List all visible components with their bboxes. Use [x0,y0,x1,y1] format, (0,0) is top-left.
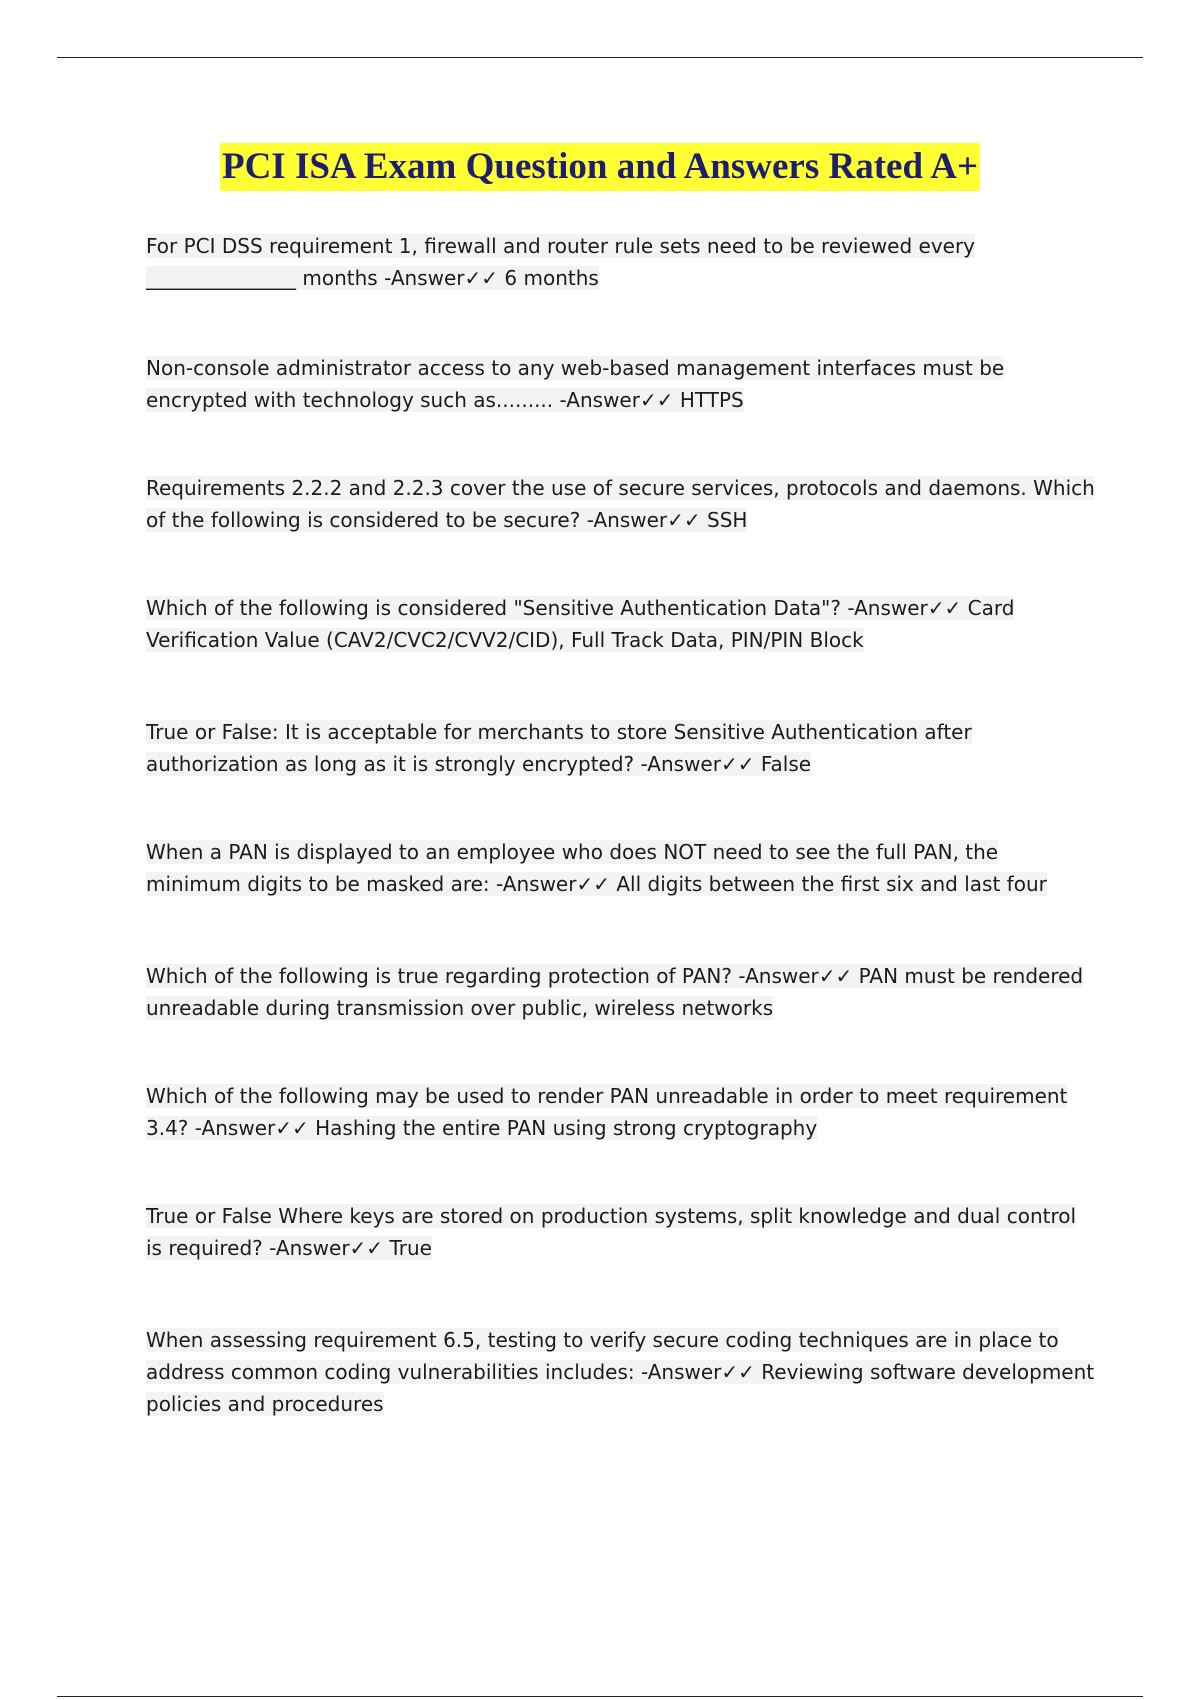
qa-item [146,230,1096,294]
qa-text [146,596,1014,652]
answer-marker: -Answer✓✓ [269,1236,384,1260]
answer-text: False [760,752,812,776]
answer-marker: -Answer✓✓ [194,1116,309,1140]
answer-text: 6 months [504,266,599,290]
question-text: For PCI DSS requirement 1, firewall and router rule sets need to be reviewed every _______________ months [146,234,976,290]
answer-text: True [389,1236,432,1260]
question-text: True or False Where keys are stored on production systems, split knowledge and dual control is required? [146,1204,1077,1260]
answer-marker: -Answer✓✓ [586,508,701,532]
answer-text: All digits between the first six and last four [616,872,1047,896]
qa-text [146,476,1095,532]
qa-text [146,234,975,290]
question-text: When a PAN is displayed to an employee who does NOT need to see the full PAN, the minimum digits to be masked are: [146,840,999,896]
question-text: Non-console administrator access to any web-based management interfaces must be encrypted with technology such as......... [146,356,1005,412]
answer-marker: -Answer✓✓ [384,266,499,290]
qa-item [146,1324,1096,1420]
answer-marker: -Answer✓✓ [738,964,853,988]
answer-marker: -Answer✓✓ [640,1360,755,1384]
qa-text [146,1204,1076,1260]
qa-text [146,964,1083,1020]
qa-item [146,352,1096,416]
answer-text: PAN must be rendered unreadable during transmission over public, wireless networks [146,964,1084,1020]
bottom-rule [57,1696,1143,1697]
qa-text [146,720,972,776]
question-text: Which of the following is considered "Sensitive Authentication Data"? [146,596,841,620]
document-title: PCI ISA Exam Question and Answers Rated A+ [220,143,980,191]
question-text: Requirements 2.2.2 and 2.2.3 cover the use of secure services, protocols and daemons. Which of the following is considered to be secure? [146,476,1095,532]
answer-marker: -Answer✓✓ [496,872,610,896]
question-text: When assessing requirement 6.5, testing to verify secure coding techniques are in place to address common coding vulnerabilities includes: [146,1328,1059,1384]
question-text: Which of the following may be used to render PAN unreadable in order to meet requirement 3.4? [146,1084,1068,1140]
qa-text [146,840,1047,896]
question-text: Which of the following is true regarding protection of PAN? [146,964,732,988]
title-wrap [0,143,1200,191]
answer-text: Reviewing software development policies and procedures [146,1360,1095,1416]
qa-list [146,230,1096,1420]
qa-item [146,1200,1096,1264]
answer-text: HTTPS [679,388,744,412]
answer-marker: -Answer✓✓ [640,752,755,776]
answer-text: Card Verification Value (CAV2/CVC2/CVV2/CID), Full Track Data, PIN/PIN Block [146,596,1015,652]
answer-marker: -Answer✓✓ [847,596,962,620]
answer-text: SSH [707,508,748,532]
top-rule [57,57,1143,58]
qa-text [146,1328,1094,1416]
qa-item [146,592,1096,656]
qa-item [146,1080,1096,1144]
qa-item [146,836,1096,900]
qa-text [146,1084,1067,1140]
question-text: True or False: It is acceptable for merchants to store Sensitive Authentication after authorization as long as it is strongly encrypted? [146,720,972,776]
qa-item [146,472,1096,536]
qa-text [146,356,1004,412]
answer-text: Hashing the entire PAN using strong cryptography [315,1116,818,1140]
answer-marker: -Answer✓✓ [559,388,674,412]
qa-item [146,716,1096,780]
qa-item [146,960,1096,1024]
